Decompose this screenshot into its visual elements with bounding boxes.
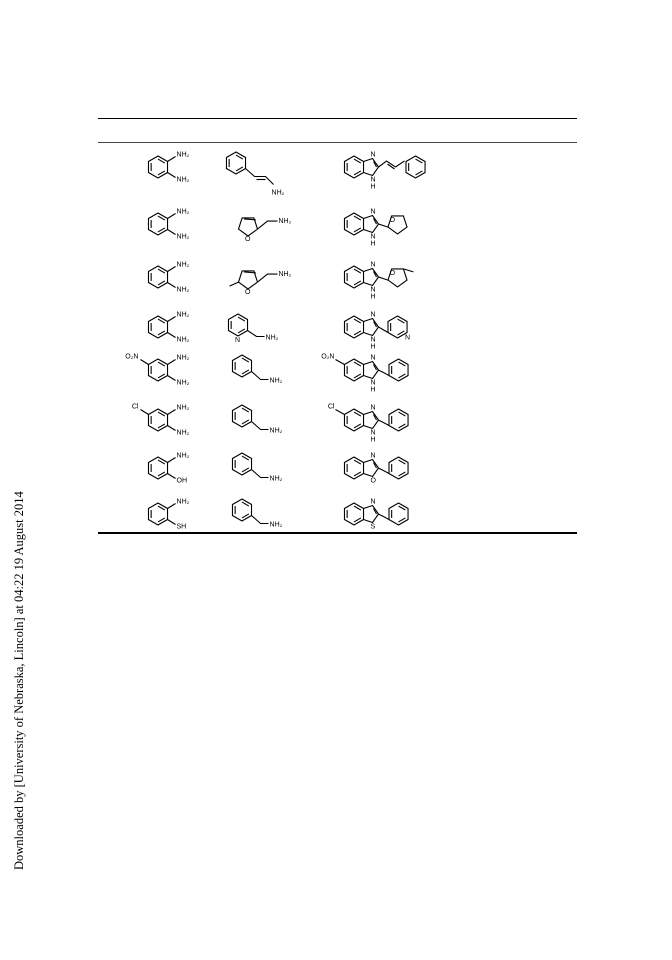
table-row (98, 303, 577, 351)
reactant-2-structure (218, 200, 318, 248)
amine-label: NH₂ (269, 475, 283, 483)
table-row (98, 200, 577, 248)
table-bottom-rule (98, 532, 577, 534)
amine-label: NH₂ (176, 311, 190, 319)
product-structure (328, 396, 458, 444)
reactant-1-structure (136, 444, 216, 492)
reactant-2-structure (218, 346, 318, 394)
product-structure (328, 490, 458, 538)
reaction-table (98, 143, 577, 531)
ortho-group-label: NH₂ (176, 286, 190, 294)
ortho-group-label: NH₂ (176, 379, 190, 387)
product-structure (328, 303, 458, 351)
table-row (98, 143, 577, 197)
ring-oxygen-label: O (245, 236, 251, 243)
azole-heteroatom-label: N (370, 336, 376, 344)
azole-n-label: N (370, 261, 376, 269)
reactant-2-structure (218, 303, 318, 351)
azole-nh-label: H (370, 343, 376, 351)
azole-nh-label: H (370, 293, 376, 301)
ring-oxygen-label: O (389, 269, 396, 277)
reactant-2-structure (218, 444, 318, 492)
reactant-2-structure (218, 490, 318, 538)
azole-n-label: N (370, 498, 376, 506)
reactant-1-structure (136, 200, 216, 248)
amine-label: NH₂ (269, 521, 283, 529)
substituent-label: Cl (327, 403, 335, 411)
azole-nh-label: H (370, 183, 376, 191)
ring-oxygen-label: O (389, 216, 396, 224)
azole-heteroatom-label: N (370, 379, 376, 387)
reactant-1-structure (136, 490, 216, 538)
product-structure (328, 200, 458, 248)
ortho-group-label: NH₂ (176, 233, 190, 241)
azole-heteroatom-label: N (370, 176, 376, 184)
reactant-2-structure (218, 253, 318, 301)
substituent-label: Cl (131, 403, 139, 411)
amine-label: NH₂ (176, 354, 190, 362)
amine-label: NH₂ (269, 427, 283, 435)
reactant-1-structure (136, 253, 216, 301)
table-row (98, 343, 577, 394)
ring-nitrogen-label: N (235, 337, 241, 344)
download-watermark: Downloaded by [University of Nebraska, Lincoln] at 04:22 19 August 2014 (12, 491, 26, 870)
azole-n-label: N (370, 208, 376, 216)
azole-heteroatom-label: N (370, 286, 376, 294)
amine-label: NH₂ (265, 334, 279, 342)
azole-nh-label: H (370, 386, 376, 394)
product-structure (328, 143, 458, 191)
reactant-2-structure (218, 396, 318, 444)
furan-ring (238, 271, 257, 289)
azole-n-label: N (370, 311, 376, 319)
azole-nh-label: H (370, 240, 376, 248)
azole-heteroatom-label: S (370, 523, 376, 531)
reactant-2-structure (218, 143, 318, 197)
amine-label: NH₂ (271, 189, 285, 197)
furan-ring (238, 218, 257, 236)
amine-label: NH₂ (176, 261, 190, 269)
ortho-group-label: NH₂ (176, 336, 190, 344)
product-structure (328, 444, 458, 492)
reactant-1-structure (136, 303, 216, 351)
ring-nitrogen-label: N (405, 334, 411, 342)
amine-label: NH₂ (278, 271, 292, 279)
amine-label: NH₂ (176, 151, 190, 159)
substituent-label: O₂N (321, 353, 335, 361)
table-row (98, 490, 577, 538)
substituent-label: O₂N (125, 353, 139, 361)
amine-label: NH₂ (176, 208, 190, 216)
amine-label: NH₂ (269, 377, 283, 385)
table-row (98, 444, 577, 492)
azole-n-label: N (370, 404, 376, 412)
azole-n-label: N (370, 354, 376, 362)
amine-label: NH₂ (176, 452, 190, 460)
ring-oxygen-label: O (245, 289, 251, 296)
reactant-1-structure (136, 143, 216, 191)
azole-heteroatom-label: N (370, 429, 376, 437)
table-top-rule (98, 118, 577, 119)
reactant-1-structure (125, 346, 216, 394)
azole-nh-label: H (370, 436, 376, 444)
reactant-1-structure (131, 396, 216, 444)
ortho-group-label: OH (176, 477, 188, 485)
azole-n-label: N (370, 452, 376, 460)
ortho-group-label: SH (176, 523, 187, 531)
product-structure (328, 253, 458, 301)
amine-label: NH₂ (176, 498, 190, 506)
azole-n-label: N (370, 151, 376, 159)
table-row (98, 396, 577, 444)
ortho-group-label: NH₂ (176, 176, 190, 184)
amine-label: NH₂ (176, 404, 190, 412)
amine-label: NH₂ (278, 218, 292, 226)
ortho-group-label: NH₂ (176, 429, 190, 437)
product-structure (321, 343, 458, 394)
table-row (98, 253, 577, 301)
azole-heteroatom-label: N (370, 233, 376, 241)
azole-heteroatom-label: O (370, 477, 376, 485)
